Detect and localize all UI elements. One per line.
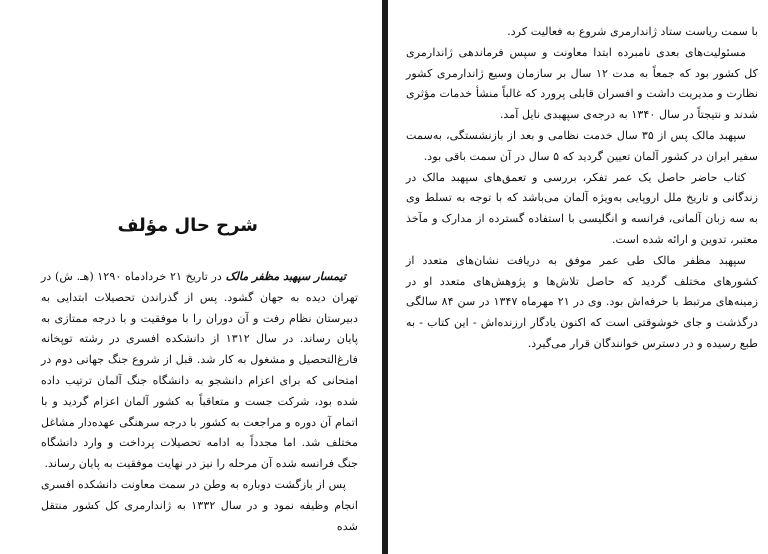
author-name: تیمسار سپهبد مظفر مالک	[225, 269, 346, 283]
right-page	[388, 0, 768, 554]
right-paragraph-4: کتاب حاضر حاصل یک عمر تفکر، بررسی و تعمق‌های سپهبد مالک در زندگانی و تاریخ ملل اروپایی به‌ویژه آلمان می‌باشد که با توجه به تسلط وی به سه زبان آلمانی، فرانسه و انگلیسی با استفاده گسترده از مدارک و مآخذ معتبر، تدوین و ارائه شده است.	[406, 170, 758, 246]
right-text-column	[388, 22, 758, 355]
left-paragraph-1	[41, 266, 358, 475]
left-text-column	[41, 266, 358, 537]
right-paragraph-3: سپهبد مالک پس از ۳۵ سال خدمت نظامی و بعد از بازنشستگی، به‌سمت سفیر ایران در کشور آلمان تعیین گردید که ۵ سال در آن سمت باقی بود.	[406, 128, 758, 163]
right-paragraph-5: سپهبد مظفر مالک طی عمر موفق به دریافت نشان‌های متعدد از کشورهای مختلف گردید که حاصل تلاش‌ها و پژوهش‌های متعدد او در زمینه‌های مرتبط با حرفه‌اش بود. وی در ۲۱ مهرماه ۱۳۴۷ در سن ۸۴ سالگی درگذشت و جای خوشوقتی است که اکنون یادگار ارزنده‌اش - این کتاب - به طبع رسیده و در دسترس خوانندگان قرار می‌گیرد.	[406, 253, 758, 350]
right-paragraph-1: با سمت ریاست ستاد ژاندارمری شروع به فعالیت کرد.	[507, 25, 758, 38]
left-paragraph-2: پس از بازگشت دوباره به وطن در سمت معاونت دانشکده افسری انجام وظیفه نمود و در سال ۱۳۳۲ به ژاندارمری کل کشور منتقل شده	[41, 477, 358, 533]
right-paragraph-2: مسئولیت‌های بعدی نامبرده ابتدا معاونت و سپس فرماندهی ژاندارمری کل کشور بود که جمعاً به مدت ۱۲ سال بر سازمان وسیع ژاندارمری کشور نظارت و مدیریت داشت و افسران قابلی پرورد که غالباً منشأ خدمات مؤثری شدند و نتیجتاً در سال ۱۳۴۰ به درجه‌ی سپهبدی نایل آمد.	[406, 45, 758, 122]
left-page	[0, 0, 382, 554]
page-title: شرح حال مؤلف	[117, 215, 258, 236]
left-paragraph-1-text: در تاریخ ۲۱ خردادماه ۱۲۹۰ (هـ. ش) در تهران دیده به جهان گشود. پس از گذراندن تحصیلات ابتدایی به دبیرستان نظام رفت و آن دوران را با موفقیت و با درجه ممتازی به پایان رساند. در سال ۱۳۱۲ از دانشکده افسری در رشته توپخانه فارغ‌التحصیل و مشغول به کار شد. قبل از شروع جنگ جهانی دوم در امتحانی که برای اعزام دانشجو به دانشگاه جنگ آلمان ترتیب داده شده بود، شرکت جست و متعاقباً به کشور آلمان اعزام گردید و با اتمام آن دوره و مراجعت به کشور با درجه سرهنگی عهده‌دار مشاغل مختلف شد. اما مجدداً به ادامه تحصیلات پرداخت و وارد دانشگاه جنگ فرانسه شده آن مرحله را نیز در نهایت موفقیت به پایان رساند.	[41, 270, 358, 471]
